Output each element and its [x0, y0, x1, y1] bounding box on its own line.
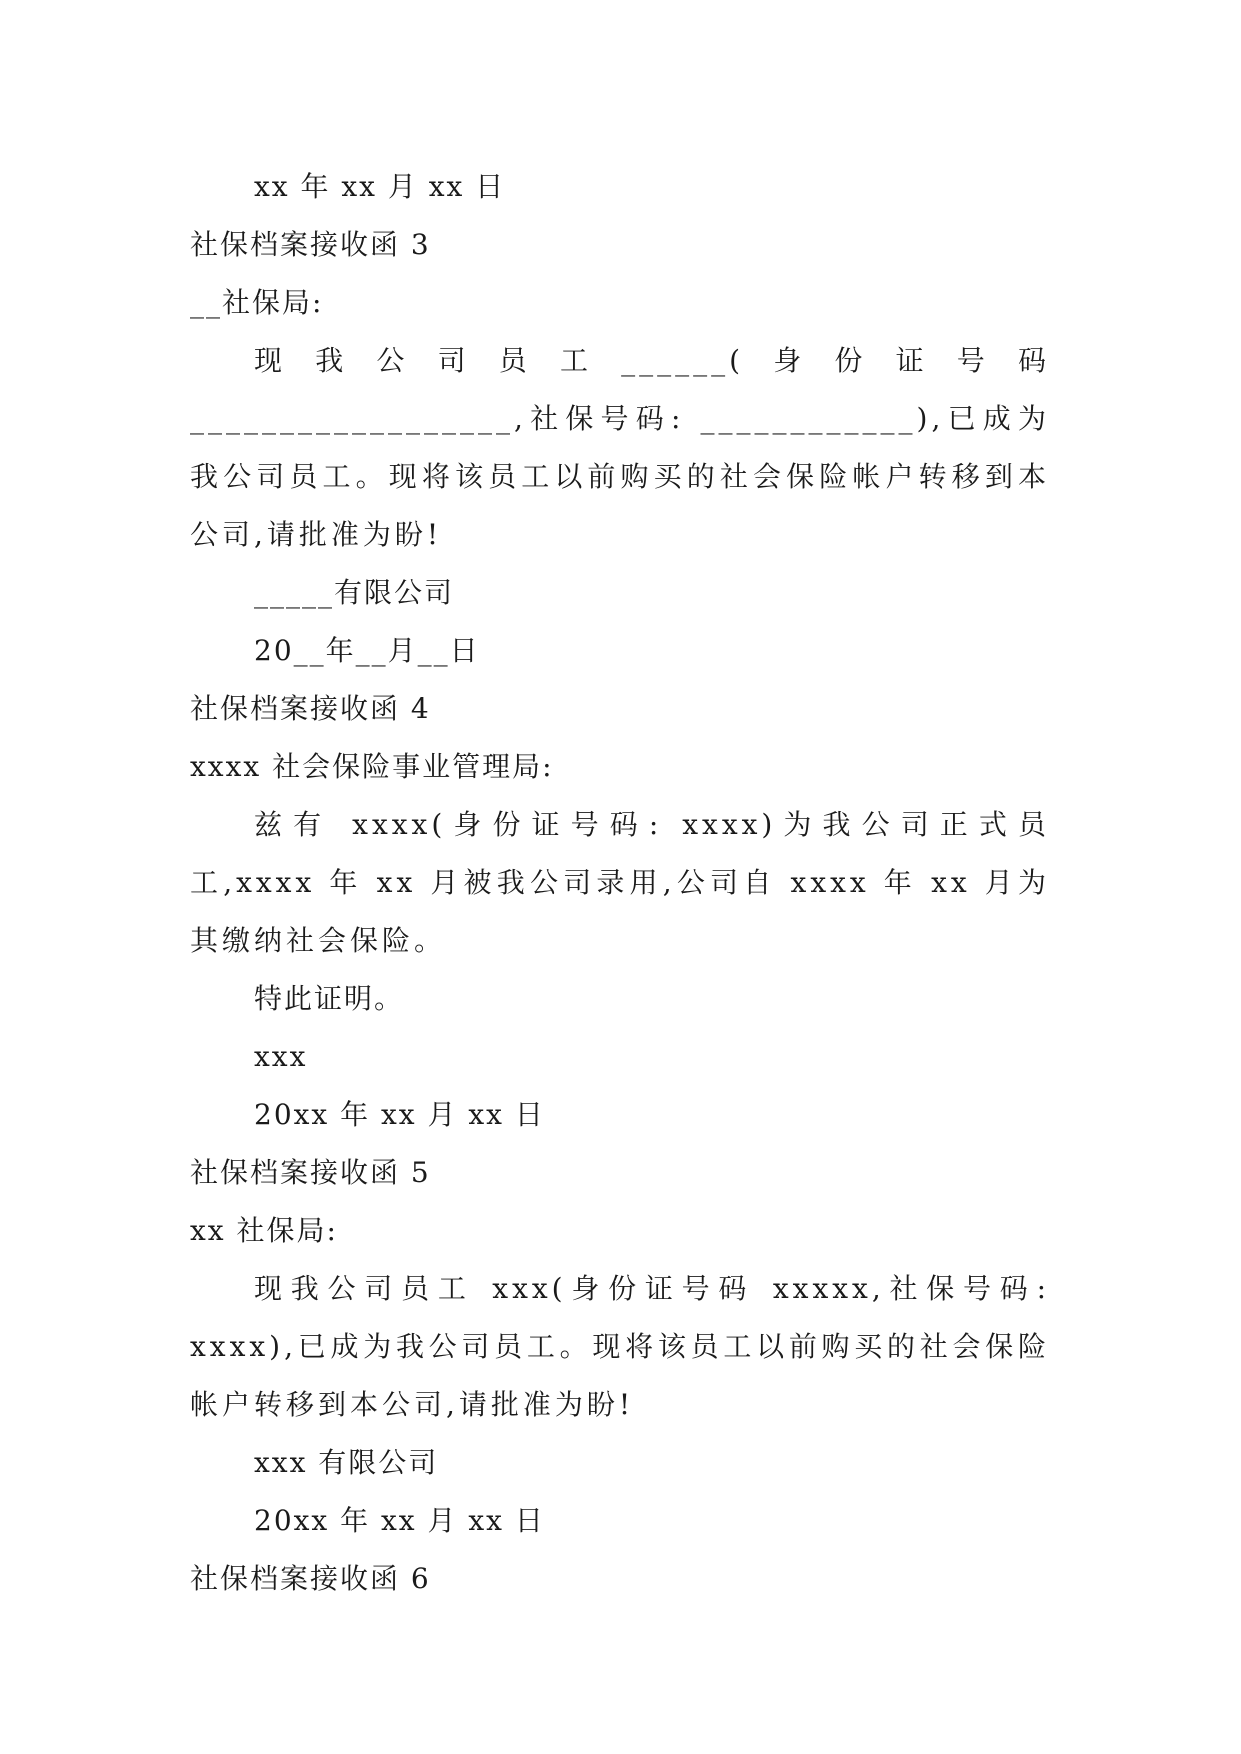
date-line: 20xx 年 xx 月 xx 日: [254, 1504, 545, 1537]
addressee-line: __社保局:: [190, 286, 324, 319]
addressee-line: xxxx 社会保险事业管理局:: [190, 750, 554, 783]
body-paragraph: 现我公司员工______(身份证号码__________________,社保号码: ____________),已成为我公司员工。现将该员工以前购买的社会保险帐户转移到本公司,请批准为盼!: [190, 344, 1050, 551]
letter-title-5: 社保档案接收函 5: [190, 1156, 431, 1189]
company-signature: xxx 有限公司: [254, 1446, 439, 1479]
letter-title-4: 社保档案接收函 4: [190, 692, 431, 725]
date-line: 20xx 年 xx 月 xx 日: [254, 1098, 545, 1131]
addressee-line: xx 社保局:: [190, 1214, 338, 1247]
letter-title-3: 社保档案接收函 3: [190, 228, 431, 261]
company-signature: xxx: [254, 1040, 308, 1073]
date-line: 20__年__月__日: [254, 634, 480, 667]
company-signature: _____有限公司: [254, 576, 455, 609]
body-paragraph: 现我公司员工 xxx(身份证号码 xxxxx,社保号码: xxxx),已成为我公司员工。现将该员工以前购买的社会保险帐户转移到本公司,请批准为盼!: [190, 1272, 1050, 1421]
certification-line: 特此证明。: [254, 982, 405, 1015]
body-paragraph: 兹有 xxxx(身份证号码: xxxx)为我公司正式员工,xxxx 年 xx 月被我公司录用,公司自 xxxx 年 xx 月为其缴纳社会保险。: [190, 808, 1050, 957]
letter-title-6: 社保档案接收函 6: [190, 1562, 431, 1595]
date-line: xx 年 xx 月 xx 日: [254, 170, 506, 203]
document-body: [190, 158, 1050, 1608]
